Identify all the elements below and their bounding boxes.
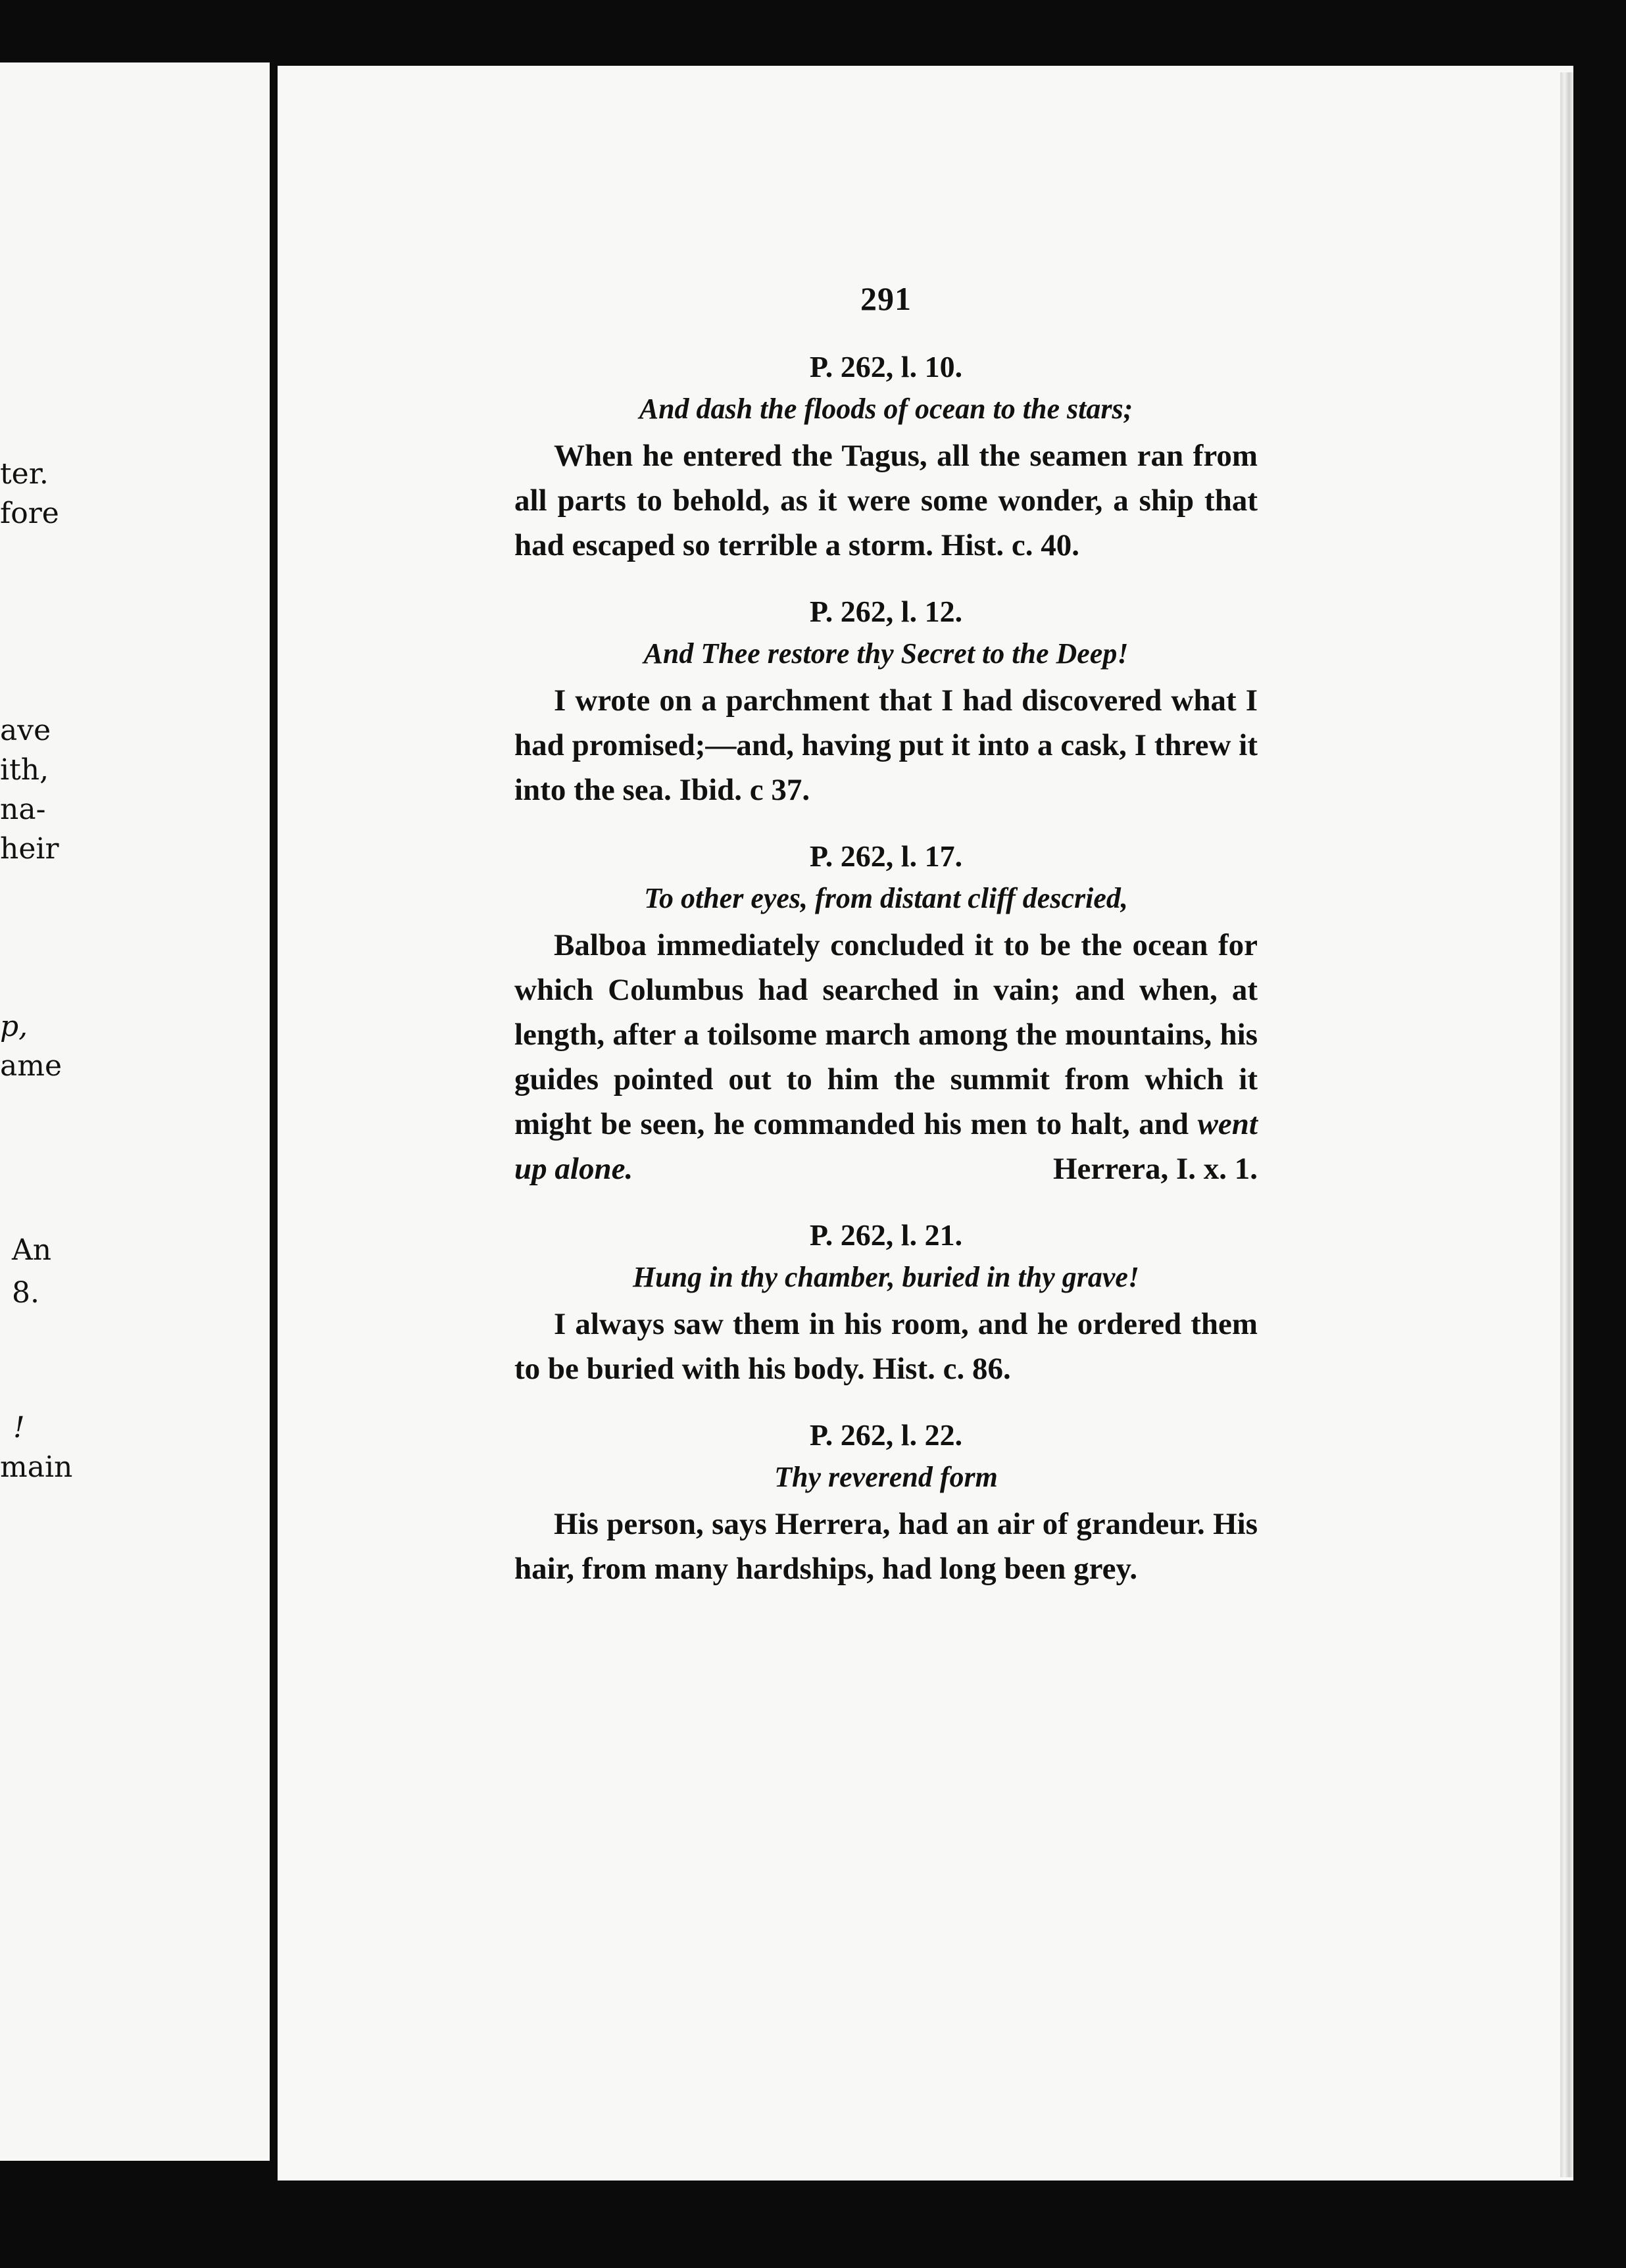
left-fragment: main	[0, 1450, 73, 1484]
note-quote: And Thee restore thy Secret to the Deep!	[643, 637, 1129, 670]
left-page	[0, 62, 274, 2161]
left-fragment: !	[13, 1411, 25, 1444]
note-body: When he entered the Tagus, all the seamen ran from all parts to behold, as it were some wonder, a ship that had escaped so terrible a storm. Hist. c. 40.	[514, 439, 1258, 562]
left-fragment: ter.	[0, 457, 49, 491]
note-body-emphasis: went up alone.	[514, 1107, 1258, 1186]
note-quote: Thy reverend form	[774, 1461, 998, 1493]
note-quote: And dash the floods of ocean to the stars;	[639, 393, 1133, 425]
left-fragment: ith,	[0, 753, 49, 787]
note-body: His person, says Herrera, had an air of grandeur. His hair, from many hardships, had long been grey.	[514, 1507, 1258, 1586]
left-fragment: ave	[0, 714, 51, 747]
page-number: 291	[860, 280, 912, 317]
note-heading: P. 262, l. 10.	[809, 350, 963, 383]
note-citation: Herrera, I. x. 1.	[1052, 1152, 1258, 1186]
left-fragment: An	[12, 1233, 52, 1267]
page-edge	[1560, 72, 1573, 2177]
note-body: I wrote on a parchment that I had discovered what I had promised;—and, having put it into a cask, I threw it into the sea. Ibid. c 37.	[514, 683, 1258, 807]
note	[514, 1418, 1258, 1591]
left-fragment: ame	[0, 1049, 62, 1083]
note-heading: P. 262, l. 21.	[809, 1218, 963, 1252]
note-body	[514, 923, 1258, 1191]
right-page	[278, 66, 1573, 2181]
note-quote: To other eyes, from distant cliff descried,	[644, 882, 1128, 914]
note	[514, 594, 1258, 812]
note-heading: P. 262, l. 22.	[809, 1418, 963, 1452]
note-heading: P. 262, l. 12.	[809, 595, 963, 628]
left-fragment: na-	[0, 793, 46, 826]
left-fragment: p,	[0, 1010, 28, 1043]
page-text	[514, 280, 1258, 1617]
note-body-text: Balboa immediately concluded it to be the ocean for which Columbus had searched in vain; and when, at length, after a toilsome march among the mountains, his guides pointed out to him the summit from which it might be seen, he commanded his men to halt, and	[514, 928, 1258, 1141]
note	[514, 839, 1258, 1191]
left-fragment: 8.	[12, 1276, 39, 1310]
note-body: I always saw them in his room, and he ordered them to be buried with his body. Hist. c. 86.	[514, 1307, 1258, 1386]
note-quote: Hung in thy chamber, buried in thy grave!	[632, 1261, 1140, 1293]
left-fragment: fore	[0, 497, 59, 530]
note	[514, 1218, 1258, 1391]
left-fragment: heir	[0, 832, 59, 866]
note-heading: P. 262, l. 17.	[809, 839, 963, 873]
note	[514, 349, 1258, 568]
